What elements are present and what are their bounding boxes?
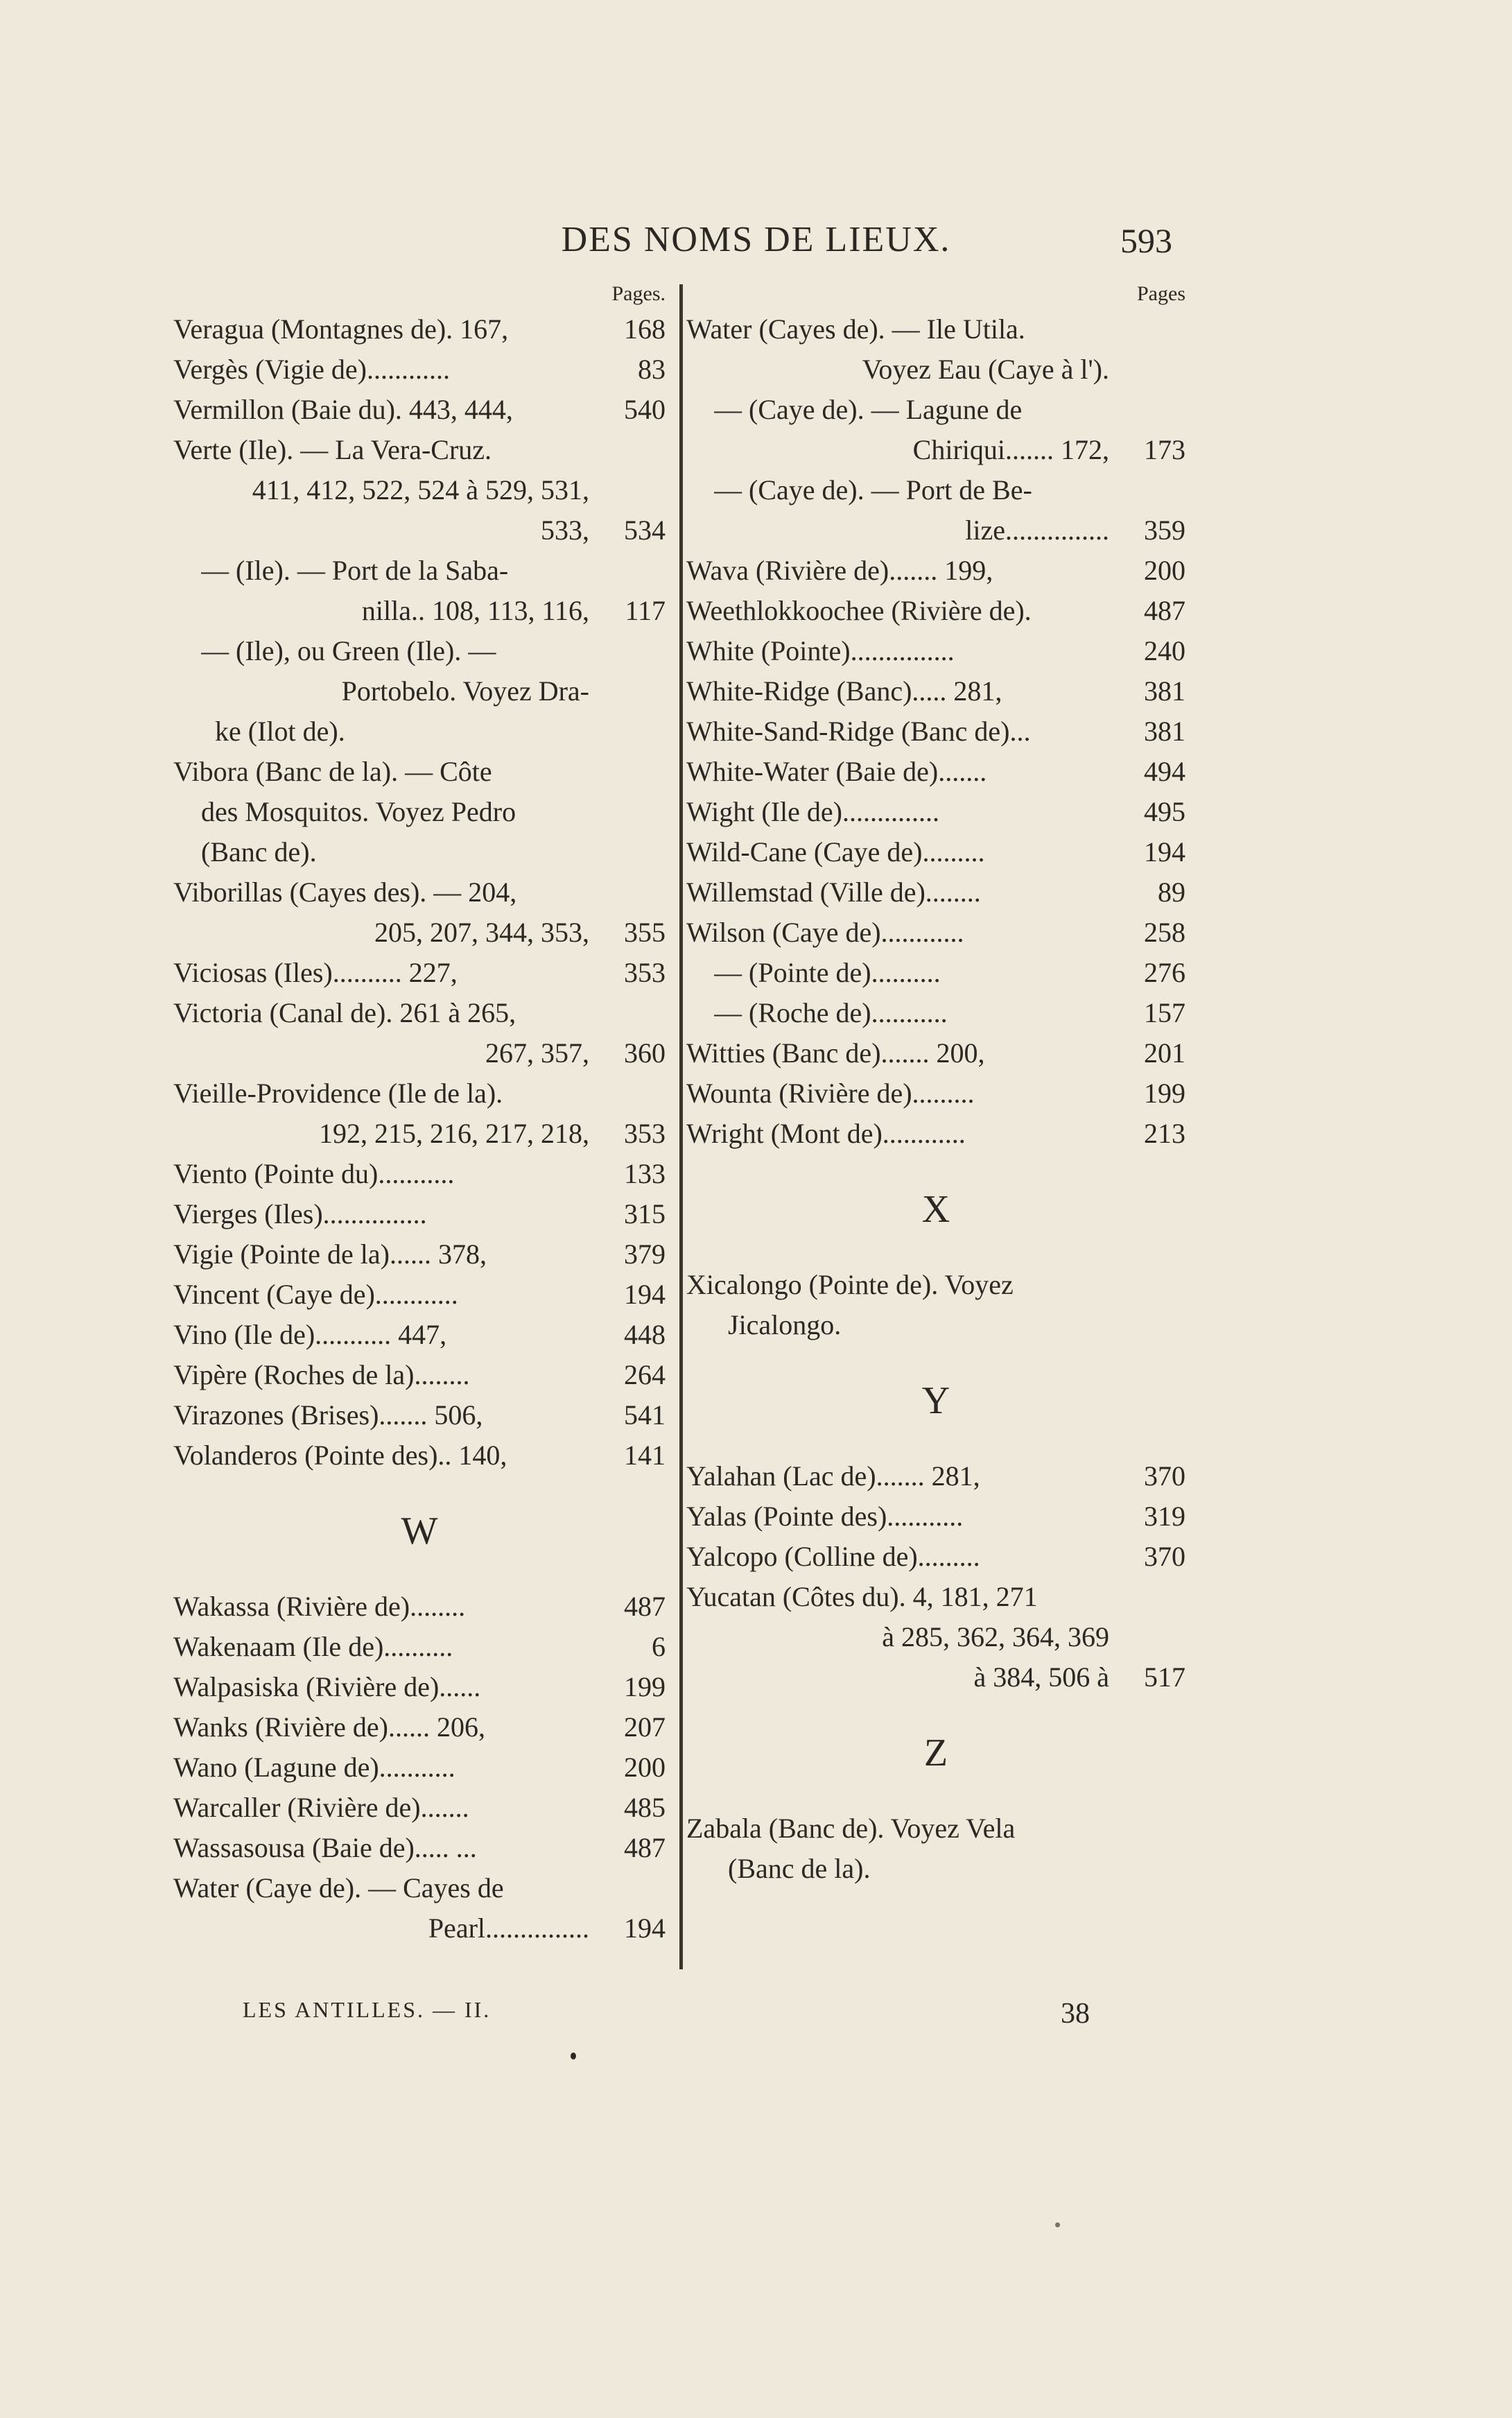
section-letter	[686, 1154, 1185, 1265]
index-entry	[686, 1657, 1185, 1698]
entry-text: Yucatan (Côtes du). 4, 181, 271	[686, 1581, 1038, 1612]
index-entry	[686, 1537, 1185, 1577]
entry-page-number: 381	[1144, 675, 1185, 707]
entry-text: Wakenaam (Ile de)..........	[173, 1631, 453, 1662]
entry-page-number: 194	[624, 1279, 666, 1310]
entry-text: X	[921, 1188, 950, 1231]
index-entry	[173, 1073, 666, 1114]
index-entry	[686, 1617, 1185, 1657]
index-entry	[686, 1073, 1185, 1114]
entry-text: Vieille-Providence (Ile de la).	[173, 1078, 503, 1109]
entry-text: nilla.. 108, 113, 116,	[361, 595, 589, 626]
entry-page-number: 173	[1144, 434, 1185, 465]
entry-text: Wava (Rivière de)....... 199,	[686, 555, 993, 586]
entry-text: Victoria (Canal de). 261 à 265,	[173, 997, 516, 1028]
entry-page-number: 199	[624, 1671, 666, 1702]
entry-text: Veragua (Montagnes de). 167,	[173, 313, 509, 345]
entry-page-number: 157	[1144, 997, 1185, 1028]
entry-page-number: 359	[1144, 515, 1185, 546]
index-entry	[173, 631, 666, 671]
entry-text: Vincent (Caye de)............	[173, 1279, 458, 1310]
index-entry	[173, 430, 666, 470]
entry-text: Z	[923, 1732, 948, 1774]
index-entry	[173, 832, 666, 872]
entry-text: Viciosas (Iles).......... 227,	[173, 957, 458, 988]
index-entry	[173, 1908, 666, 1949]
ink-spot	[571, 2053, 576, 2059]
entry-page-number: 133	[624, 1158, 666, 1189]
entry-text: Wanks (Rivière de)...... 206,	[173, 1711, 485, 1743]
entry-page-number: 487	[1144, 595, 1185, 626]
entry-text: Viborillas (Cayes des). — 204,	[173, 876, 517, 908]
entry-text: Vino (Ile de)........... 447,	[173, 1319, 447, 1350]
entry-page-number: 264	[624, 1359, 666, 1390]
index-entry	[686, 631, 1185, 671]
index-entry	[173, 1033, 666, 1073]
entry-page-number: 201	[1144, 1037, 1185, 1069]
entry-text: Wilson (Caye de)............	[686, 917, 964, 948]
index-entry	[686, 832, 1185, 872]
index-entry	[686, 993, 1185, 1033]
index-entry	[686, 309, 1185, 349]
entry-text: (Banc de).	[201, 836, 317, 867]
entry-page-number: 487	[624, 1832, 666, 1863]
index-entry	[173, 792, 666, 832]
entry-text: Chiriqui....... 172,	[912, 434, 1109, 465]
index-entry	[173, 711, 666, 752]
entry-text: — (Ile). — Port de la Saba-	[201, 555, 509, 586]
index-entry	[686, 1305, 1185, 1345]
entry-text: White-Ridge (Banc)..... 281,	[686, 675, 1002, 707]
index-entry	[173, 872, 666, 913]
index-entry	[686, 792, 1185, 832]
pages-label: Pages.	[611, 282, 666, 305]
entry-text: Pearl...............	[428, 1912, 589, 1944]
index-entry	[173, 1315, 666, 1355]
entry-text: 533,	[541, 515, 589, 546]
index-entry	[173, 752, 666, 792]
entry-page-number: 213	[1144, 1118, 1185, 1149]
page-footer	[243, 1997, 1144, 2039]
entry-text: 267, 357,	[485, 1037, 589, 1069]
index-entry	[173, 1114, 666, 1154]
entry-text: 205, 207, 344, 353,	[374, 917, 589, 948]
index-entry	[686, 1577, 1185, 1617]
index-entry	[173, 390, 666, 430]
index-entry	[686, 430, 1185, 470]
entry-text: — (Ile), ou Green (Ile). —	[201, 635, 496, 666]
entry-page-number: 6	[652, 1631, 666, 1662]
entry-text: Water (Caye de). — Cayes de	[173, 1872, 504, 1903]
entry-text: Yalahan (Lac de)....... 281,	[686, 1460, 980, 1492]
entry-text: ke (Ilot de).	[215, 716, 345, 747]
entry-text: Wight (Ile de)..............	[686, 796, 939, 827]
index-entry	[686, 1114, 1185, 1154]
running-header	[0, 219, 1512, 275]
entry-page-number: 200	[624, 1752, 666, 1783]
index-entry	[173, 1194, 666, 1234]
entry-page-number: 194	[1144, 836, 1185, 867]
entry-text: Wano (Lagune de)...........	[173, 1752, 455, 1783]
entry-page-number: 379	[624, 1238, 666, 1270]
entry-text: Jicalongo.	[728, 1309, 842, 1340]
entry-text: Volanderos (Pointe des).. 140,	[173, 1440, 507, 1471]
index-column-left	[173, 279, 666, 1949]
entry-page-number: 276	[1144, 957, 1185, 988]
index-entry	[173, 1395, 666, 1435]
index-entry	[173, 1275, 666, 1315]
index-entry	[173, 1868, 666, 1908]
entries-left	[173, 309, 666, 1949]
index-entry	[173, 1355, 666, 1395]
entry-text: W	[401, 1510, 438, 1553]
entry-page-number: 258	[1144, 917, 1185, 948]
index-entry	[173, 1435, 666, 1476]
index-entry	[173, 1234, 666, 1275]
sheet-number: 38	[1061, 1998, 1090, 2030]
column-divider	[679, 284, 683, 1969]
entry-text: White (Pointe)...............	[686, 635, 955, 666]
entry-page-number: 355	[624, 917, 666, 948]
index-entry	[173, 953, 666, 993]
index-entry	[686, 913, 1185, 953]
entry-text: à 384, 506 à	[973, 1661, 1109, 1693]
index-entry	[173, 1747, 666, 1788]
entry-page-number: 240	[1144, 635, 1185, 666]
entry-page-number: 353	[624, 957, 666, 988]
entry-page-number: 200	[1144, 555, 1185, 586]
entry-text: — (Roche de)...........	[714, 997, 948, 1028]
entry-text: Yalas (Pointe des)...........	[686, 1501, 964, 1532]
section-letter	[173, 1476, 666, 1587]
entry-text: Wounta (Rivière de).........	[686, 1078, 975, 1109]
index-entry	[686, 510, 1185, 551]
index-entry	[173, 1627, 666, 1667]
entry-page-number: 117	[625, 595, 666, 626]
entry-page-number: 517	[1144, 1661, 1185, 1693]
index-entry	[173, 309, 666, 349]
index-entry	[686, 1849, 1185, 1889]
index-entry	[173, 510, 666, 551]
index-entry	[686, 1033, 1185, 1073]
index-entry	[173, 1788, 666, 1828]
index-column-right	[686, 279, 1185, 1889]
entry-text: Vermillon (Baie du). 443, 444,	[173, 394, 513, 425]
index-entry	[686, 711, 1185, 752]
page-number: 593	[1120, 221, 1172, 260]
section-letter	[686, 1698, 1185, 1808]
entry-text: Vigie (Pointe de la)...... 378,	[173, 1238, 487, 1270]
entry-page-number: 534	[624, 515, 666, 546]
entry-text: Xicalongo (Pointe de). Voyez	[686, 1269, 1014, 1300]
entry-text: Wakassa (Rivière de)........	[173, 1591, 466, 1622]
entry-page-number: 485	[624, 1792, 666, 1823]
entry-text: Wassasousa (Baie de)..... ...	[173, 1832, 477, 1863]
index-entry	[686, 1808, 1185, 1849]
entry-text: Portobelo. Voyez Dra-	[341, 675, 589, 707]
entry-page-number: 494	[1144, 756, 1185, 787]
index-entry	[173, 1828, 666, 1868]
entry-page-number: 207	[624, 1711, 666, 1743]
index-entry	[686, 1456, 1185, 1496]
entry-text: Vierges (Iles)...............	[173, 1198, 427, 1229]
entry-text: Y	[921, 1379, 950, 1422]
entry-page-number: 83	[638, 354, 666, 385]
entry-page-number: 370	[1144, 1541, 1185, 1572]
index-entry	[173, 1154, 666, 1194]
entry-page-number: 141	[624, 1440, 666, 1471]
index-entry	[173, 470, 666, 510]
index-entry	[686, 872, 1185, 913]
entry-text: Vipère (Roches de la)........	[173, 1359, 470, 1390]
index-entry	[173, 1667, 666, 1707]
entry-text: Warcaller (Rivière de).......	[173, 1792, 469, 1823]
index-entry	[173, 591, 666, 631]
entry-text: — (Caye de). — Port de Be-	[714, 474, 1032, 506]
entry-text: à 285, 362, 364, 369	[882, 1621, 1109, 1652]
entry-text: Voyez Eau (Caye à l').	[862, 354, 1109, 385]
entry-text: — (Pointe de)..........	[714, 957, 941, 988]
entry-page-number: 315	[624, 1198, 666, 1229]
entry-text: lize...............	[965, 515, 1109, 546]
index-entry	[686, 551, 1185, 591]
index-entry	[686, 591, 1185, 631]
index-entry	[686, 671, 1185, 711]
entry-page-number: 194	[624, 1912, 666, 1944]
entry-text: 192, 215, 216, 217, 218,	[319, 1118, 589, 1149]
index-entry	[686, 953, 1185, 993]
signature-mark: LES ANTILLES. — II.	[243, 1997, 492, 2022]
entry-page-number: 487	[624, 1591, 666, 1622]
entry-text: Verte (Ile). — La Vera-Cruz.	[173, 434, 492, 465]
entry-text: Viento (Pointe du)...........	[173, 1158, 455, 1189]
index-entry	[173, 1587, 666, 1627]
index-entry	[173, 1707, 666, 1747]
entry-text: Witties (Banc de)....... 200,	[686, 1037, 985, 1069]
entries-right	[686, 309, 1185, 1889]
entry-text: Willemstad (Ville de)........	[686, 876, 981, 908]
index-entry	[173, 349, 666, 390]
entry-page-number: 199	[1144, 1078, 1185, 1109]
section-letter	[686, 1345, 1185, 1456]
entry-text: White-Sand-Ridge (Banc de)...	[686, 716, 1031, 747]
entry-page-number: 89	[1158, 876, 1185, 908]
entry-page-number: 168	[624, 313, 666, 345]
index-entry	[173, 993, 666, 1033]
index-entry	[686, 1265, 1185, 1305]
index-entry	[686, 1496, 1185, 1537]
index-entry	[173, 913, 666, 953]
page-title: DES NOMS DE LIEUX.	[561, 220, 951, 259]
index-entry	[686, 470, 1185, 510]
entry-text: 411, 412, 522, 524 à 529, 531,	[252, 474, 589, 506]
ink-spot	[1055, 2222, 1060, 2227]
entry-text: des Mosquitos. Voyez Pedro	[201, 796, 516, 827]
index-entry	[686, 390, 1185, 430]
entry-page-number: 540	[624, 394, 666, 425]
entry-text: Weethlokkoochee (Rivière de).	[686, 595, 1032, 626]
entry-page-number: 360	[624, 1037, 666, 1069]
entry-page-number: 541	[624, 1399, 666, 1431]
entry-page-number: 353	[624, 1118, 666, 1149]
entry-text: — (Caye de). — Lagune de	[714, 394, 1023, 425]
index-entry	[173, 671, 666, 711]
entry-text: Vibora (Banc de la). — Côte	[173, 756, 492, 787]
entry-text: Wild-Cane (Caye de).........	[686, 836, 985, 867]
entry-text: Water (Cayes de). — Ile Utila.	[686, 313, 1025, 345]
index-entry	[173, 551, 666, 591]
entry-page-number: 381	[1144, 716, 1185, 747]
index-entry	[686, 349, 1185, 390]
entry-page-number: 370	[1144, 1460, 1185, 1492]
entry-page-number: 319	[1144, 1501, 1185, 1532]
entry-text: Wright (Mont de)............	[686, 1118, 966, 1149]
entry-text: Virazones (Brises)....... 506,	[173, 1399, 483, 1431]
entry-page-number: 448	[624, 1319, 666, 1350]
entry-text: Yalcopo (Colline de).........	[686, 1541, 980, 1572]
entry-text: White-Water (Baie de).......	[686, 756, 987, 787]
entry-text: Vergès (Vigie de)............	[173, 354, 450, 385]
entry-page-number: 495	[1144, 796, 1185, 827]
entry-text: Zabala (Banc de). Voyez Vela	[686, 1813, 1016, 1844]
entry-text: Walpasiska (Rivière de)......	[173, 1671, 481, 1702]
index-entry	[686, 752, 1185, 792]
pages-label: Pages	[1137, 282, 1185, 305]
entry-text: (Banc de la).	[728, 1853, 871, 1884]
